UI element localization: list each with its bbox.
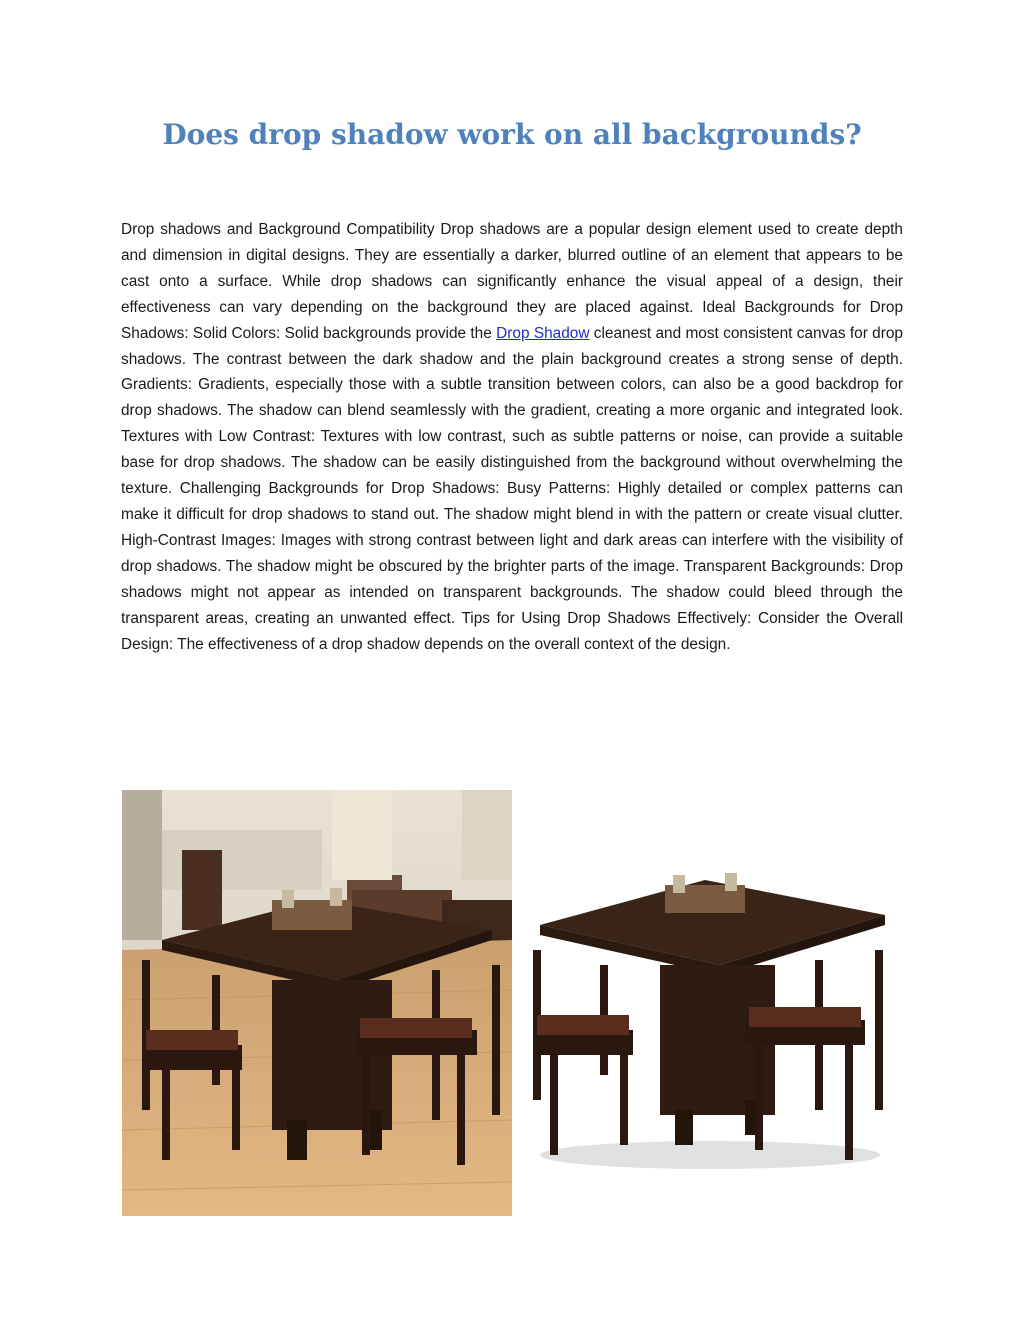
room-dining-set-photo: [122, 790, 512, 1216]
isolated-dining-set-photo: [525, 855, 895, 1175]
paragraph-text-after-link: cleanest and most consistent canvas for drop shadows. The contrast between the dark shadow and the plain background creates a strong sense of depth. Gradients: Gradients, especially those with a subtle transition between colors, can also be a good backdrop for drop shadows. The shadow can blend seamlessly with the gradient, creating a more organic and integrated look. Textures with Low Contrast: Textures with low contrast, such as subtle patterns or noise, can provide a suitable base for drop shadows. The shadow can be easily distinguished from the background without overwhelming the texture. Challenging Backgrounds for Drop Shadows: Busy Patterns: Highly detailed or complex patterns can make it difficult for drop shadows to stand out. The shadow might blend in with the pattern or create visual clutter. High-Contrast Images: Images with strong contrast between light and dark areas can interfere with the visibility of drop shadows. The shadow might be obscured by the brighter parts of the image. Transparent Backgrounds: Drop shadows might not appear as intended on transparent backgrounds. The shadow could bleed through the transparent areas, creating an unwanted effect. Tips for Using Drop Shadows Effectively: Consider the Overall Design: The effectiveness of a drop shadow depends on the overall context of the design.: [121, 324, 903, 653]
body-paragraph: [121, 217, 903, 657]
drop-shadow-link[interactable]: Drop Shadow: [496, 324, 590, 342]
paragraph-text-before-link: Drop shadows and Background Compatibility Drop shadows are a popular design element used to create depth and dimension in digital designs. They are essentially a darker, blurred outline of an element that appears to be cast onto a surface. While drop shadows can significantly enhance the visual appeal of a design, their effectiveness can vary depending on the background they are placed against. Ideal Backgrounds for Drop Shadows: Solid Colors: Solid backgrounds provide the: [121, 221, 903, 342]
page-title: Does drop shadow work on all backgrounds?: [162, 118, 862, 151]
